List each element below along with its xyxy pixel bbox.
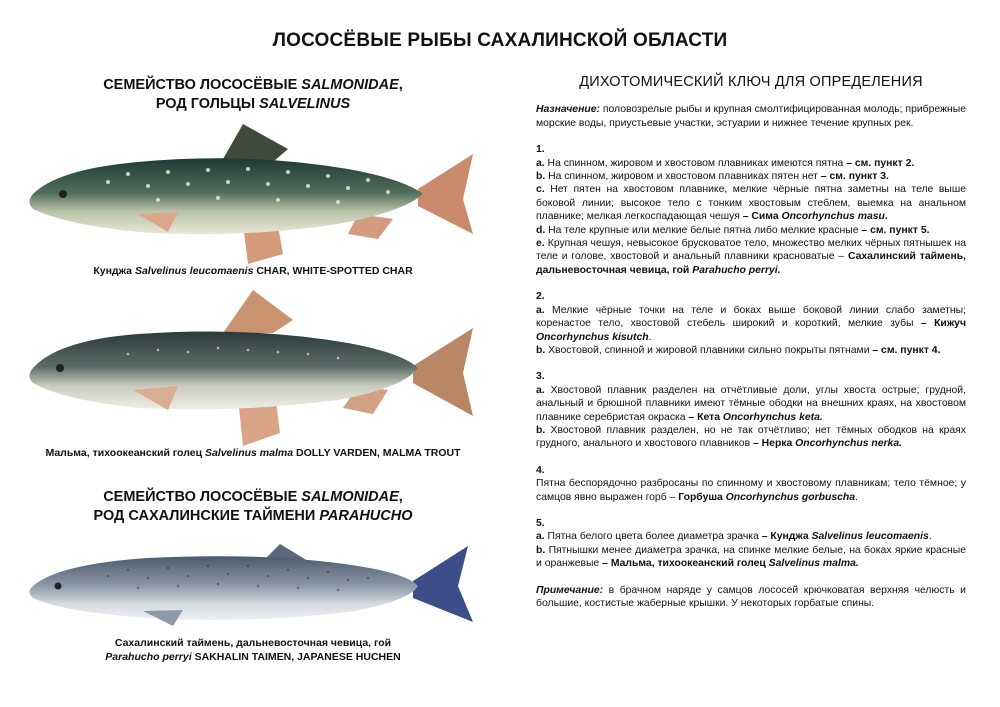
key-section-5-number: 5. <box>536 517 545 529</box>
left-column <box>18 76 488 664</box>
taimen-fish-illustration <box>18 526 488 636</box>
purpose-paragraph: Назначение: половозрелые рыбы и крупная смолтифицированная молодь; прибрежные морские воды, приустьевые участки, эстуарии и нижнее течение крупных рек. <box>536 104 966 129</box>
key-section-1-number: 1. <box>536 144 545 156</box>
key-5a: а. Пятна белого цвета более диаметра зрачка – Кунджа Salvelinus leucomaenis. <box>536 531 932 543</box>
family-heading-salvelinus: СЕМЕЙСТВО ЛОСОСЁВЫЕ SALMONIDAE, РОД ГОЛЬЦЫ SALVELINUS <box>103 77 403 112</box>
dichotomous-key <box>536 76 966 610</box>
key-2a: а. Мелкие чёрные точки на теле и боках выше боковой линии слабо заметны; коренастое тело, хвостовой стебель широкий и короткий, мелкие зубы – Кижуч Oncorhynchus kisutch. <box>536 304 966 343</box>
kundzha-fish-illustration <box>18 114 488 264</box>
key-section-3-number: 3. <box>536 371 545 383</box>
key-3a: а. Хвостовой плавник разделен на отчётливые доли, углы хвоста острые; грудной, анальный и брюшной плавники имеют тёмные ободки на внешних краях, на хвостовом плавнике серебристая окраска – Кета Oncorhynchus keta. <box>536 384 966 423</box>
key-1a: а. На спинном, жировом и хвостовом плавниках имеются пятна – см. пункт 2. <box>536 157 915 169</box>
key-5b: b. Пятнышки менее диаметра зрачка, на спинке мелкие белые, на боках яркие красные и оранжевые – Мальма, тихоокеанский голец Salvelinus malma. <box>536 544 966 570</box>
key-2b: b. Хвостовой, спинной и жировой плавники сильно покрыты пятнами – см. пункт 4. <box>536 344 941 356</box>
malma-caption: Мальма, тихоокеанский голец Salvelinus malma DOLLY VARDEN, MALMA TROUT <box>45 447 461 459</box>
family-heading-parahucho: СЕМЕЙСТВО ЛОСОСЁВЫЕ SALMONIDAE, РОД САХАЛИНСКИЕ ТАЙМЕНИ PARAHUCHO <box>93 489 413 524</box>
note-paragraph: Примечание: в брачном наряде у самцов лососей крючковатая верхняя челюсть и большие, костистые жаберные крышки. У некоторых горбатые спины. <box>536 584 966 609</box>
kundzha-caption: Кунджа Salvelinus leucomaenis CHAR, WHITE-SPOTTED CHAR <box>93 265 413 277</box>
key-heading: ДИХОТОМИЧЕСКИЙ КЛЮЧ ДЛЯ ОПРЕДЕЛЕНИЯ <box>579 74 923 90</box>
taimen-caption: Сахалинский таймень, дальневосточная чевица, гой Parahucho perryi SAKHALIN TAIMEN, JAPANESE HUCHEN <box>105 637 401 663</box>
key-3b: b. Хвостовой плавник разделен, но не так отчётливо; нет тёмных ободков на краях грудного, анального и хвостового плавников – Нерка Oncorhynchus nerka. <box>536 424 966 450</box>
key-1c: c. Нет пятен на хвостовом плавнике, мелкие чёрные пятна заметны на теле выше боковой линии; высокое тело с тонким хвостовым стеблем, выемка на анальном плавнике; мелкая легкоспадающая чешуя – Сима Oncorhynchus masu. <box>536 184 966 223</box>
key-1e: e. Крупная чешуя, невысокое брусковатое тело, множество мелких чёрных пятнышек на теле и голове, хвостовой и анальный плавники красноватые – Сахалинский таймень, дальневосточная чевица, гой Parahucho perryi. <box>536 238 966 276</box>
page-title: ЛОСОСЁВЫЕ РЫБЫ САХАЛИНСКОЙ ОБЛАСТИ <box>272 30 728 51</box>
malma-fish-illustration <box>18 278 488 446</box>
key-section-4-number: 4. <box>536 464 545 476</box>
key-section-2-number: 2. <box>536 291 545 303</box>
key-1d: d. На теле крупные или мелкие белые пятна либо мелкие красные – см. пункт 5. <box>536 224 930 236</box>
key-1b: b. На спинном, жировом и хвостовом плавниках пятен нет – см. пункт 3. <box>536 171 889 183</box>
key-4: Пятна беспорядочно разбросаны по спинному и хвостовому плавникам; тело тёмное; у самцов явно выражен горб – Горбуша Oncorhynchus gorbuscha. <box>536 478 966 503</box>
